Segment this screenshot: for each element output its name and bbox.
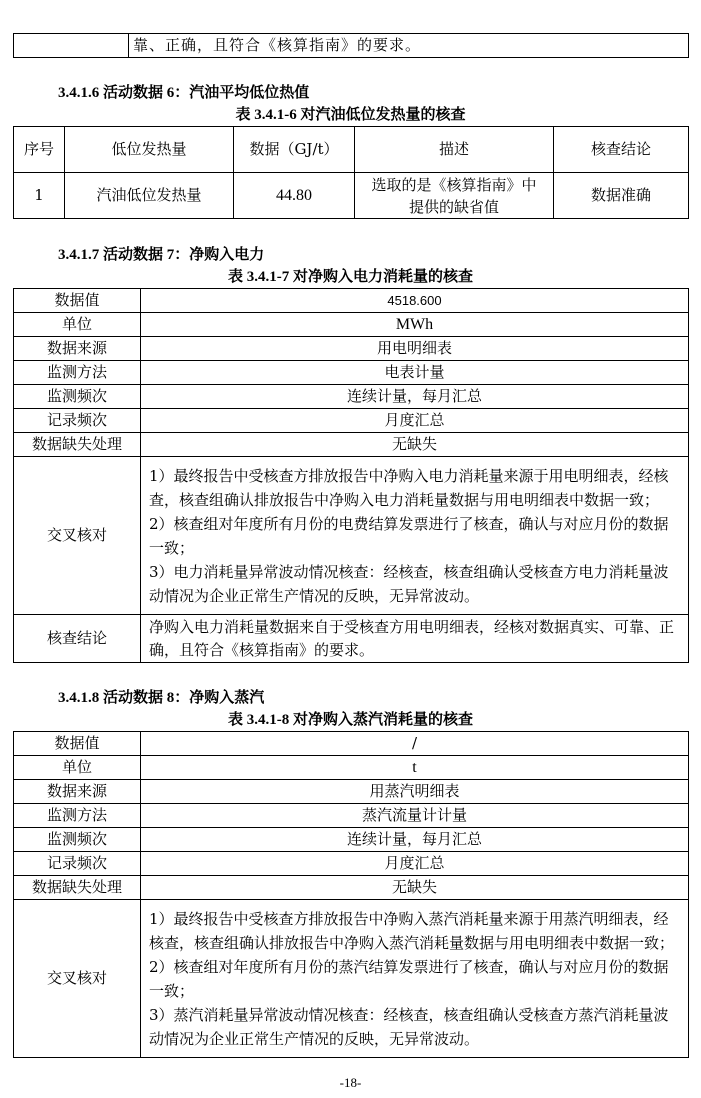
label-method: 监测方法 <box>14 804 141 828</box>
table-caption-8: 表 3.4.1-8 对净购入蒸汽消耗量的核查 <box>228 712 473 728</box>
label-source: 数据来源 <box>14 337 141 361</box>
value-frequency: 连续计量，每月汇总 <box>141 828 689 852</box>
row-conclusion: 数据准确 <box>554 173 689 219</box>
label-source: 数据来源 <box>14 780 141 804</box>
label-unit: 单位 <box>14 756 141 780</box>
value-method: 电表计量 <box>141 361 689 385</box>
row-desc: 选取的是《核算指南》中提供的缺省值 <box>355 173 554 219</box>
cross-check-line-1: 1）最终报告中受核查方排放报告中净购入电力消耗量来源于用电明细表，经核查，核查组确认排放报告中净购入电力消耗量数据与用电明细表中数据一致； <box>149 466 669 509</box>
value-record: 月度汇总 <box>141 409 689 433</box>
value-source: 用电明细表 <box>141 337 689 361</box>
table-caption-6: 表 3.4.1-6 对汽油低位发热量的核查 <box>235 107 466 123</box>
page-number: -18- <box>339 1075 362 1090</box>
label-frequency: 监测频次 <box>14 385 141 409</box>
value-frequency: 连续计量，每月汇总 <box>141 385 689 409</box>
value-missing: 无缺失 <box>141 433 689 457</box>
row-value: 44.80 <box>234 173 355 219</box>
header-data: 数据（GJ/t） <box>234 127 355 173</box>
label-data-value: 数据值 <box>14 289 141 313</box>
label-missing: 数据缺失处理 <box>14 876 141 900</box>
header-no: 序号 <box>14 127 65 173</box>
value-missing: 无缺失 <box>141 876 689 900</box>
value-data-value: 4518.600 <box>141 289 689 313</box>
row-item: 汽油低位发热量 <box>65 173 234 219</box>
table-caption-7: 表 3.4.1-7 对净购入电力消耗量的核查 <box>228 269 473 285</box>
table-electricity <box>13 288 689 663</box>
previous-table-tail <box>13 33 689 58</box>
cross-check-line-3: 3）电力消耗量异常波动情况核查：经核查，核查组确认受核查方电力消耗量波动情况为企业正常生产情况的反映，无异常波动。 <box>149 562 669 605</box>
header-heat: 低位发热量 <box>65 127 234 173</box>
label-conclusion: 核查结论 <box>14 615 141 663</box>
value-cross-check <box>141 457 689 615</box>
label-cross-check: 交叉核对 <box>14 900 141 1058</box>
value-data-value: / <box>141 732 689 756</box>
label-cross-check: 交叉核对 <box>14 457 141 615</box>
value-unit: t <box>141 756 689 780</box>
previous-table-text: 靠、正确，且符合《核算指南》的要求。 <box>129 34 689 58</box>
label-method: 监测方法 <box>14 361 141 385</box>
value-conclusion: 净购入电力消耗量数据来自于受核查方用电明细表，经核对数据真实、可靠、正确，且符合《核算指南》的要求。 <box>141 615 689 663</box>
empty-label-cell <box>14 34 129 58</box>
cross-check-line-2: 2）核查组对年度所有月份的蒸汽结算发票进行了核查，确认与对应月份的数据一致； <box>149 957 669 1000</box>
header-desc: 描述 <box>355 127 554 173</box>
value-unit: MWh <box>141 313 689 337</box>
section-heading-8: 3.4.1.8 活动数据 8：净购入蒸汽 <box>58 690 265 706</box>
section-heading-7: 3.4.1.7 活动数据 7：净购入电力 <box>58 247 265 263</box>
header-conclusion: 核查结论 <box>554 127 689 173</box>
cross-check-line-3: 3）蒸汽消耗量异常波动情况核查：经核查，核查组确认受核查方蒸汽消耗量波动情况为企业正常生产情况的反映，无异常波动。 <box>149 1005 669 1048</box>
label-data-value: 数据值 <box>14 732 141 756</box>
label-unit: 单位 <box>14 313 141 337</box>
section-heading-6: 3.4.1.6 活动数据 6：汽油平均低位热值 <box>58 85 310 101</box>
cross-check-line-2: 2）核查组对年度所有月份的电费结算发票进行了核查，确认与对应月份的数据一致； <box>149 514 669 557</box>
row-no: 1 <box>14 173 65 219</box>
value-cross-check <box>141 900 689 1058</box>
label-record: 记录频次 <box>14 409 141 433</box>
value-record: 月度汇总 <box>141 852 689 876</box>
cross-check-line-1: 1）最终报告中受核查方排放报告中净购入蒸汽消耗量来源于用蒸汽明细表，经核查，核查组确认排放报告中净购入蒸汽消耗量数据与用电明细表中数据一致； <box>149 909 675 952</box>
table-gasoline-heat <box>13 126 689 219</box>
table-steam <box>13 731 689 1058</box>
label-frequency: 监测频次 <box>14 828 141 852</box>
label-missing: 数据缺失处理 <box>14 433 141 457</box>
value-source: 用蒸汽明细表 <box>141 780 689 804</box>
value-method: 蒸汽流量计计量 <box>141 804 689 828</box>
label-record: 记录频次 <box>14 852 141 876</box>
